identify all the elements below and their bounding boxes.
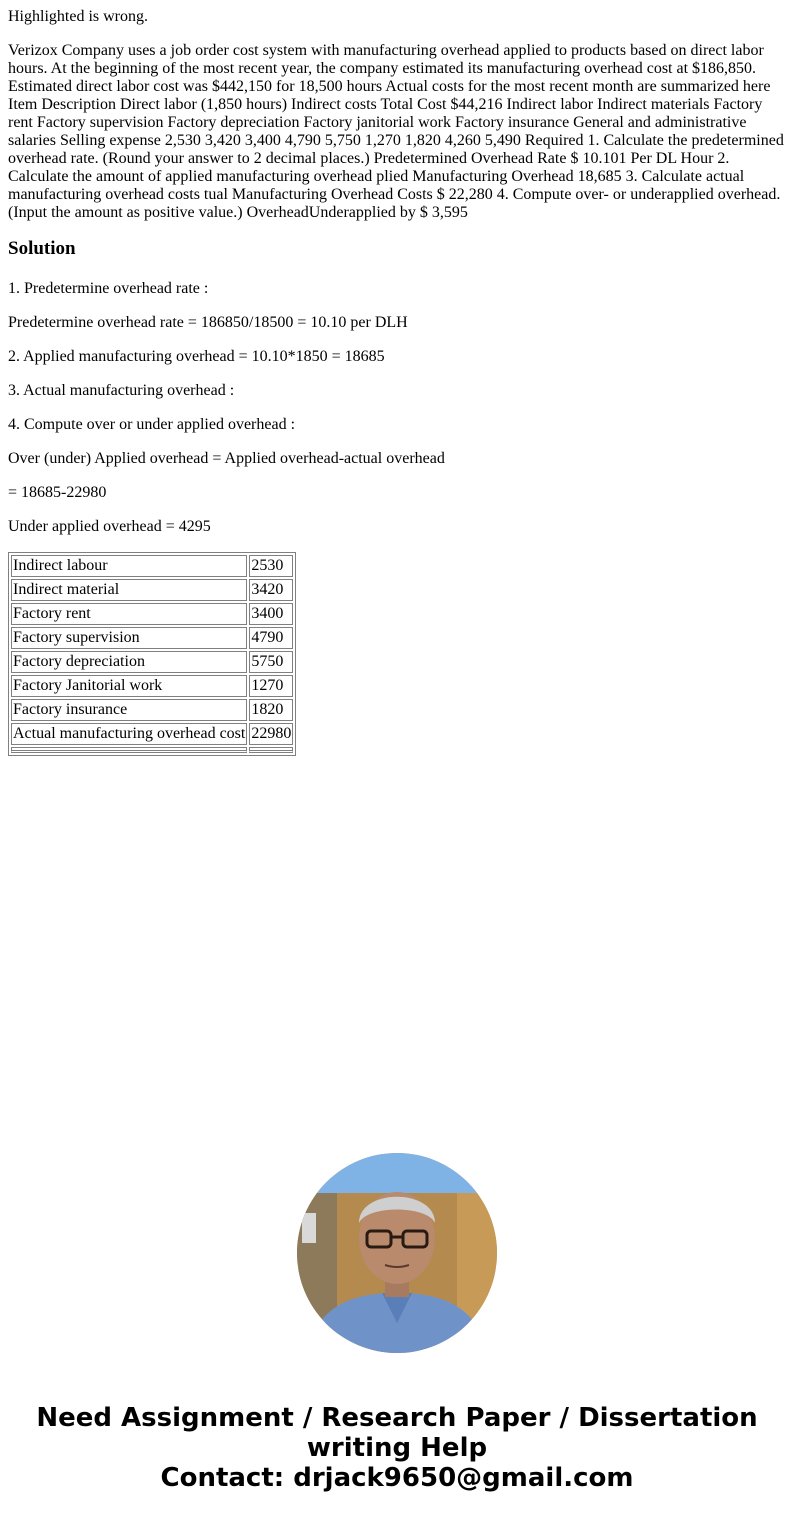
solution-line: 2. Applied manufacturing overhead = 10.10*1850 = 18685 <box>8 348 385 365</box>
document-body <box>8 8 786 756</box>
question-text: Verizox Company uses a job order cost system with manufacturing overhead applied to products based on direct labor hours. At the beginning of the most recent year, the company estimated its manufacturing overhead cost at $186,850. Estimated direct labor cost was $442,150 for 18,500 hours Actual costs for the most recent month are summarized here Item Description Direct labor (1,850 hours) Indirect costs Total Cost $44,216 Indirect labor Indirect materials Factory rent Factory supervision Factory depreciation Factory janitorial work Factory insurance General and administrative salaries Selling expense 2,530 3,420 3,400 4,790 5,750 1,270 1,820 4,260 5,490 Required 1. Calculate the predetermined overhead rate. (Round your answer to 2 decimal places.) Predetermined Overhead Rate $ 10.101 Per DL Hour 2. Calculate the amount of applied manufacturing overhead plied Manufacturing Overhead 18,685 3. Calculate actual manufacturing overhead costs tual Manufacturing Overhead Costs $ 22,280 4. Compute over- or underapplied overhead. (Input the amount as positive value.) OverheadUnderapplied by $ 3,595 <box>8 42 784 221</box>
solution-line: Over (under) Applied overhead = Applied overhead-actual overhead <box>8 450 445 467</box>
table-cell-item: Factory insurance <box>11 699 247 721</box>
table-row <box>11 579 293 601</box>
solution-line: Predetermine overhead rate = 186850/18500 = 10.10 per DLH <box>8 314 408 331</box>
table-cell-item: Factory rent <box>11 603 247 625</box>
table-cell-empty <box>11 747 247 753</box>
table-row <box>11 603 293 625</box>
table-row <box>11 651 293 673</box>
author-photo-icon <box>297 1153 497 1353</box>
table-cell-amount: 1820 <box>249 699 293 721</box>
footer-line: Need Assignment / Research Paper / Dissertation <box>36 1403 758 1433</box>
table-row <box>11 699 293 721</box>
table-cell-item: Factory supervision <box>11 627 247 649</box>
table-cell-item: Indirect labour <box>11 555 247 577</box>
table-cell-amount: 22980 <box>249 723 293 745</box>
table-cell-amount: 5750 <box>249 651 293 673</box>
table-cell-item: Indirect material <box>11 579 247 601</box>
footer-contact: Contact: drjack9650@gmail.com <box>160 1463 634 1493</box>
table-row <box>11 627 293 649</box>
table-cell-amount: 2530 <box>249 555 293 577</box>
table-row-total <box>11 723 293 745</box>
solution-line: 3. Actual manufacturing overhead : <box>8 382 235 399</box>
question-note: Highlighted is wrong. <box>8 8 148 25</box>
solution-line: 1. Predetermine overhead rate : <box>8 280 209 297</box>
table-cell-amount: 3420 <box>249 579 293 601</box>
footer-line: writing Help <box>306 1433 488 1463</box>
table-cell-amount: 3400 <box>249 603 293 625</box>
overhead-table <box>8 552 296 756</box>
solution-heading: Solution <box>8 238 76 259</box>
solution-line: Under applied overhead = 4295 <box>8 518 211 535</box>
table-cell-amount: 1270 <box>249 675 293 697</box>
table-row <box>11 555 293 577</box>
table-cell-item: Factory Janitorial work <box>11 675 247 697</box>
table-row-empty <box>11 747 293 753</box>
table-cell-amount: 4790 <box>249 627 293 649</box>
solution-line: 4. Compute over or under applied overhead : <box>8 416 296 433</box>
promo-footer <box>0 1403 794 1493</box>
table-row <box>11 675 293 697</box>
table-cell-item: Factory depreciation <box>11 651 247 673</box>
table-cell-item: Actual manufacturing overhead cost <box>11 723 247 745</box>
solution-line: = 18685-22980 <box>8 484 107 501</box>
author-avatar <box>297 1153 497 1353</box>
table-cell-empty <box>249 747 293 753</box>
